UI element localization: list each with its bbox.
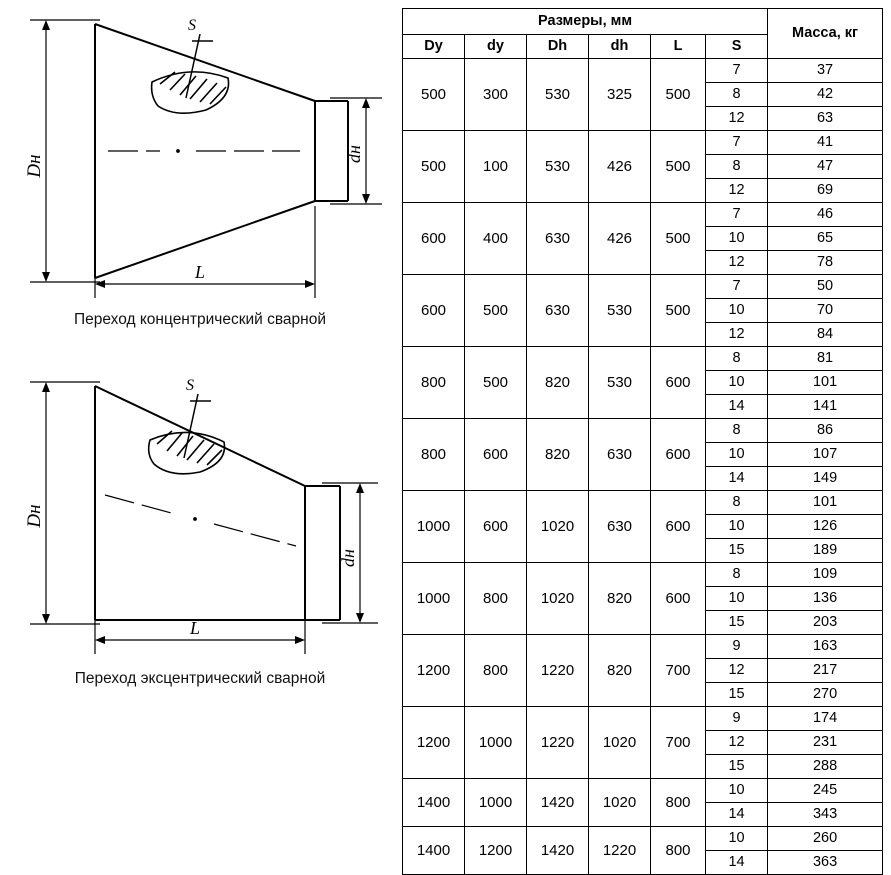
dh-cell: 1420 (527, 779, 589, 827)
mass-cell: 101 (768, 371, 883, 395)
dh-small-cell: 426 (589, 131, 651, 203)
length-cell: 600 (651, 347, 706, 419)
length-cell: 600 (651, 563, 706, 635)
dh-cell: 1220 (527, 707, 589, 779)
dh-small-cell: 1220 (589, 827, 651, 875)
table-row (403, 635, 883, 659)
thickness-cell: 15 (706, 539, 768, 563)
thickness-cell: 12 (706, 323, 768, 347)
mass-cell: 270 (768, 683, 883, 707)
mass-cell: 101 (768, 491, 883, 515)
thickness-cell: 12 (706, 251, 768, 275)
thickness-cell: 8 (706, 419, 768, 443)
thickness-cell: 10 (706, 299, 768, 323)
dh-small-cell: 325 (589, 59, 651, 131)
mass-cell: 126 (768, 515, 883, 539)
dh-small-cell: 820 (589, 635, 651, 707)
length-label-eccentric: L (189, 618, 201, 638)
mass-cell: 86 (768, 419, 883, 443)
dy-cell: 1000 (403, 491, 465, 563)
header-mass: Масса, кг (768, 9, 883, 59)
specifications-table-wrapper (402, 8, 882, 875)
header-s: S (706, 35, 768, 59)
mass-cell: 217 (768, 659, 883, 683)
thickness-cell: 15 (706, 683, 768, 707)
thickness-cell: 15 (706, 755, 768, 779)
mass-cell: 245 (768, 779, 883, 803)
caption-eccentric: Переход эксцентрический сварной (74, 670, 326, 687)
dy-small-cell: 100 (465, 131, 527, 203)
eccentric-reducer-drawing (0, 368, 400, 668)
dy-small-cell: 1000 (465, 707, 527, 779)
dh-small-cell: 630 (589, 419, 651, 491)
thickness-cell: 10 (706, 371, 768, 395)
mass-cell: 69 (768, 179, 883, 203)
dy-cell: 800 (403, 419, 465, 491)
caption-concentric: Переход концентрический сварной (73, 311, 326, 328)
thickness-cell: 8 (706, 83, 768, 107)
mass-cell: 70 (768, 299, 883, 323)
dh-small-cell: 530 (589, 275, 651, 347)
table-header (403, 9, 883, 59)
table-row (403, 59, 883, 83)
table-header-row-1 (403, 9, 883, 35)
dh-cell: 1020 (527, 563, 589, 635)
mass-cell: 203 (768, 611, 883, 635)
dy-cell: 1400 (403, 827, 465, 875)
header-l: L (651, 35, 706, 59)
mass-cell: 47 (768, 155, 883, 179)
length-cell: 600 (651, 491, 706, 563)
thickness-cell: 10 (706, 227, 768, 251)
mass-cell: 65 (768, 227, 883, 251)
table-row (403, 827, 883, 851)
table-row (403, 779, 883, 803)
thickness-cell: 10 (706, 587, 768, 611)
dh-cell: 1420 (527, 827, 589, 875)
thickness-cell: 12 (706, 659, 768, 683)
table-row (403, 347, 883, 371)
header-dh: Dh (527, 35, 589, 59)
length-cell: 500 (651, 203, 706, 275)
mass-cell: 163 (768, 635, 883, 659)
dy-small-cell: 600 (465, 491, 527, 563)
figures-column (0, 0, 400, 757)
table-row (403, 131, 883, 155)
dy-small-cell: 600 (465, 419, 527, 491)
mass-cell: 141 (768, 395, 883, 419)
mass-cell: 260 (768, 827, 883, 851)
thickness-cell: 10 (706, 515, 768, 539)
thickness-cell: 7 (706, 275, 768, 299)
weld-label-eccentric: S (186, 377, 194, 394)
thickness-cell: 12 (706, 179, 768, 203)
table-row (403, 707, 883, 731)
thickness-cell: 8 (706, 155, 768, 179)
table-row (403, 275, 883, 299)
mass-cell: 37 (768, 59, 883, 83)
concentric-reducer-drawing (0, 6, 400, 306)
mass-cell: 107 (768, 443, 883, 467)
dy-small-cell: 1200 (465, 827, 527, 875)
dy-cell: 600 (403, 275, 465, 347)
thickness-cell: 14 (706, 395, 768, 419)
dh-cell: 820 (527, 419, 589, 491)
dh-cell: 530 (527, 59, 589, 131)
big-diameter-label-eccentric: Dн (24, 504, 45, 528)
weld-label-concentric: S (188, 17, 196, 34)
thickness-cell: 7 (706, 203, 768, 227)
dy-cell: 1200 (403, 635, 465, 707)
length-cell: 700 (651, 635, 706, 707)
dh-small-cell: 630 (589, 491, 651, 563)
header-dy-small: dy (465, 35, 527, 59)
dy-small-cell: 1000 (465, 779, 527, 827)
dy-small-cell: 500 (465, 347, 527, 419)
dy-cell: 1000 (403, 563, 465, 635)
thickness-cell: 14 (706, 467, 768, 491)
mass-cell: 189 (768, 539, 883, 563)
dh-cell: 530 (527, 131, 589, 203)
dy-cell: 500 (403, 59, 465, 131)
dh-cell: 820 (527, 347, 589, 419)
figure-concentric (0, 6, 400, 356)
table-row (403, 491, 883, 515)
mass-cell: 84 (768, 323, 883, 347)
thickness-cell: 12 (706, 731, 768, 755)
thickness-cell: 7 (706, 131, 768, 155)
table-row (403, 419, 883, 443)
mass-cell: 63 (768, 107, 883, 131)
dy-small-cell: 300 (465, 59, 527, 131)
dh-cell: 630 (527, 275, 589, 347)
length-cell: 500 (651, 59, 706, 131)
dh-small-cell: 1020 (589, 779, 651, 827)
length-cell: 800 (651, 827, 706, 875)
dh-small-cell: 820 (589, 563, 651, 635)
mass-cell: 174 (768, 707, 883, 731)
thickness-cell: 12 (706, 107, 768, 131)
thickness-cell: 15 (706, 611, 768, 635)
specifications-table (402, 8, 883, 875)
dy-cell: 1200 (403, 707, 465, 779)
dh-cell: 630 (527, 203, 589, 275)
mass-cell: 81 (768, 347, 883, 371)
thickness-cell: 7 (706, 59, 768, 83)
dy-small-cell: 500 (465, 275, 527, 347)
table-row (403, 563, 883, 587)
mass-cell: 42 (768, 83, 883, 107)
dy-cell: 800 (403, 347, 465, 419)
header-dy: Dy (403, 35, 465, 59)
dy-small-cell: 800 (465, 635, 527, 707)
header-dimensions-group: Размеры, мм (403, 9, 768, 35)
mass-cell: 231 (768, 731, 883, 755)
thickness-cell: 8 (706, 347, 768, 371)
dy-cell: 1400 (403, 779, 465, 827)
small-diameter-label-eccentric: dн (338, 549, 358, 567)
dh-small-cell: 426 (589, 203, 651, 275)
mass-cell: 109 (768, 563, 883, 587)
dh-small-cell: 1020 (589, 707, 651, 779)
thickness-cell: 10 (706, 779, 768, 803)
length-cell: 600 (651, 419, 706, 491)
mass-cell: 50 (768, 275, 883, 299)
length-cell: 700 (651, 707, 706, 779)
table-row (403, 203, 883, 227)
dh-cell: 1020 (527, 491, 589, 563)
mass-cell: 149 (768, 467, 883, 491)
length-cell: 500 (651, 131, 706, 203)
mass-cell: 288 (768, 755, 883, 779)
mass-cell: 363 (768, 851, 883, 875)
dy-small-cell: 800 (465, 563, 527, 635)
length-cell: 800 (651, 779, 706, 827)
length-cell: 500 (651, 275, 706, 347)
figure-eccentric (0, 368, 400, 708)
thickness-cell: 8 (706, 563, 768, 587)
big-diameter-label-concentric: Dн (24, 154, 45, 178)
dh-cell: 1220 (527, 635, 589, 707)
dy-small-cell: 400 (465, 203, 527, 275)
table-body (403, 59, 883, 875)
dy-cell: 600 (403, 203, 465, 275)
thickness-cell: 9 (706, 635, 768, 659)
thickness-cell: 8 (706, 491, 768, 515)
header-dh-small: dh (589, 35, 651, 59)
mass-cell: 78 (768, 251, 883, 275)
mass-cell: 41 (768, 131, 883, 155)
mass-cell: 136 (768, 587, 883, 611)
thickness-cell: 14 (706, 803, 768, 827)
small-diameter-label-concentric: dн (344, 145, 364, 163)
mass-cell: 343 (768, 803, 883, 827)
thickness-cell: 10 (706, 443, 768, 467)
dh-small-cell: 530 (589, 347, 651, 419)
length-label-concentric: L (194, 262, 206, 282)
thickness-cell: 14 (706, 851, 768, 875)
mass-cell: 46 (768, 203, 883, 227)
thickness-cell: 9 (706, 707, 768, 731)
thickness-cell: 10 (706, 827, 768, 851)
dy-cell: 500 (403, 131, 465, 203)
